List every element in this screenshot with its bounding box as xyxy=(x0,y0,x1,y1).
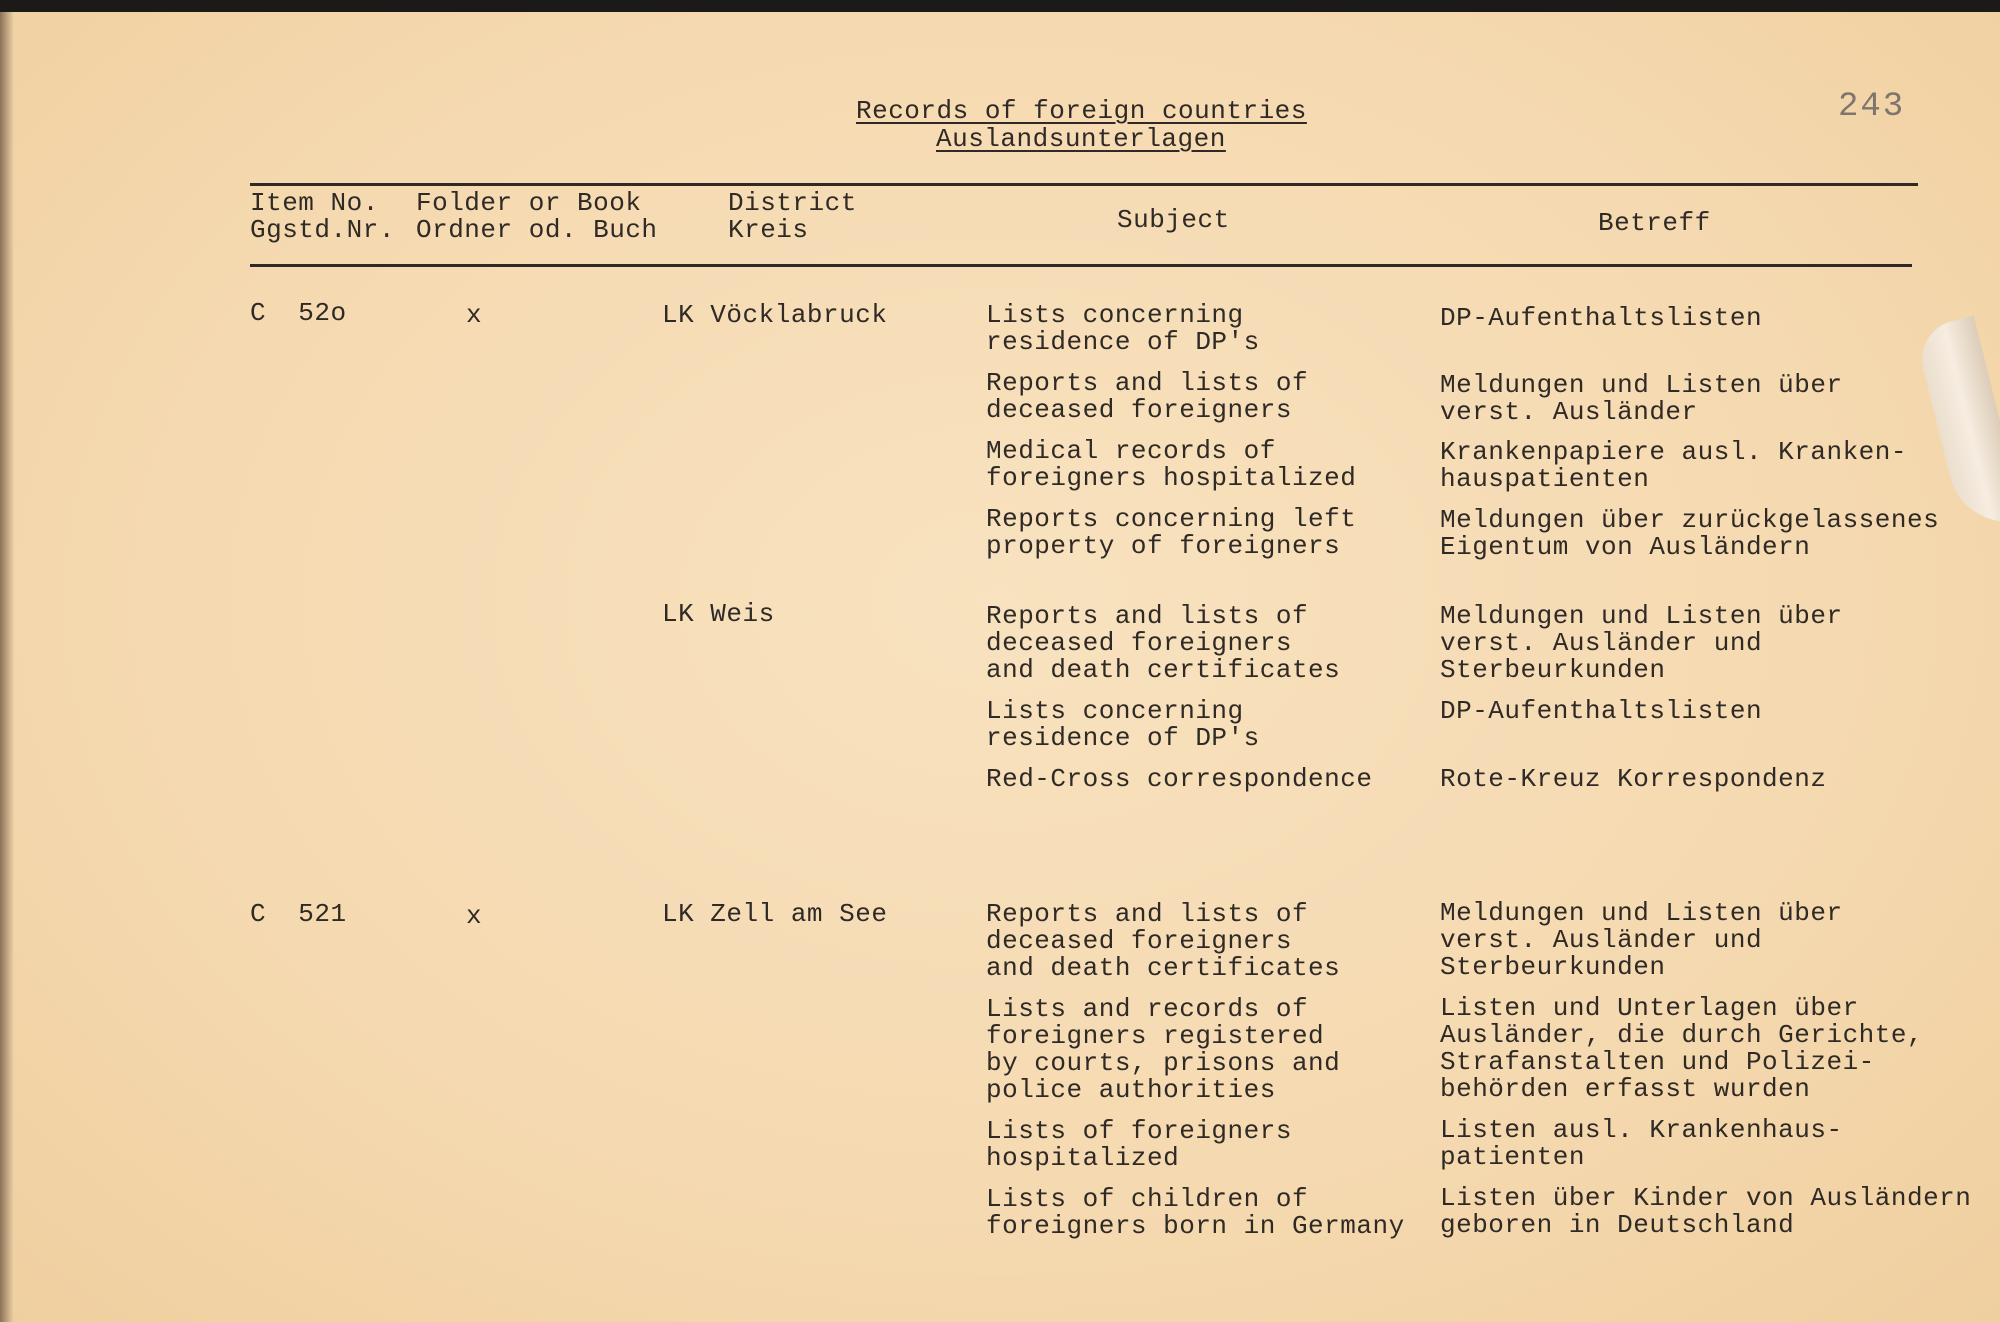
folder-mark: x xyxy=(466,901,483,931)
betreff-cell: Meldungen und Listen über verst. Ausländer und Sterbeurkunden xyxy=(1440,601,1843,685)
folder-mark: x xyxy=(466,300,483,330)
subject-cell: Lists of children of foreigners born in Germany xyxy=(986,1184,1405,1241)
page-binding-edge xyxy=(0,12,14,1322)
document-title: Records of foreign countries xyxy=(856,96,1307,126)
subject-cell: Lists concerning residence of DP's xyxy=(986,696,1260,753)
betreff-cell: Meldungen und Listen über verst. Ausländer xyxy=(1440,370,1843,427)
subject-cell: Reports and lists of deceased foreigners and death certificates xyxy=(986,601,1341,685)
header-district: District Kreis xyxy=(728,188,857,245)
subject-cell: Lists and records of foreigners registered by courts, prisons and police authorities xyxy=(986,994,1341,1105)
betreff-cell: Rote-Kreuz Korrespondenz xyxy=(1440,764,1827,794)
item-number: C 52o xyxy=(250,298,347,328)
header-top-rule xyxy=(250,183,1918,186)
header-subject: Subject xyxy=(1117,205,1230,235)
subject-cell: Reports concerning left property of foreigners xyxy=(986,504,1357,561)
betreff-cell: Meldungen über zurückgelassenes Eigentum von Ausländern xyxy=(1440,505,1940,562)
header-item-no: Item No. Ggstd.Nr. xyxy=(250,188,395,245)
subject-cell: Reports and lists of deceased foreigners and death certificates xyxy=(986,899,1341,983)
betreff-cell: Krankenpapiere ausl. Kranken- hauspatienten xyxy=(1440,437,1907,494)
page-number: 243 xyxy=(1838,88,1906,126)
subject-cell: Lists concerning residence of DP's xyxy=(986,300,1260,357)
header-bottom-rule xyxy=(250,264,1912,267)
betreff-cell: Meldungen und Listen über verst. Ausländer und Sterbeurkunden xyxy=(1440,898,1843,982)
item-number: C 521 xyxy=(250,899,347,929)
district-name: LK Vöcklabruck xyxy=(662,300,888,330)
district-name: LK Zell am See xyxy=(662,899,888,929)
header-betreff: Betreff xyxy=(1598,208,1711,238)
subject-cell: Reports and lists of deceased foreigners xyxy=(986,368,1309,425)
betreff-cell: DP-Aufenthaltslisten xyxy=(1440,696,1763,726)
betreff-cell: Listen über Kinder von Ausländern geboren in Deutschland xyxy=(1440,1183,1972,1240)
betreff-cell: DP-Aufenthaltslisten xyxy=(1440,303,1763,333)
betreff-cell: Listen ausl. Krankenhaus- patienten xyxy=(1440,1115,1843,1172)
district-name: LK Weis xyxy=(662,599,775,629)
subject-cell: Red-Cross correspondence xyxy=(986,764,1373,794)
subject-cell: Lists of foreigners hospitalized xyxy=(986,1116,1292,1173)
header-folder-book: Folder or Book Ordner od. Buch xyxy=(416,188,658,245)
betreff-cell: Listen und Unterlagen über Ausländer, die durch Gerichte, Strafanstalten und Polizei- behörden erfasst wurden xyxy=(1440,993,1924,1104)
document-subtitle: Auslandsunterlagen xyxy=(936,124,1226,154)
subject-cell: Medical records of foreigners hospitalized xyxy=(986,436,1357,493)
